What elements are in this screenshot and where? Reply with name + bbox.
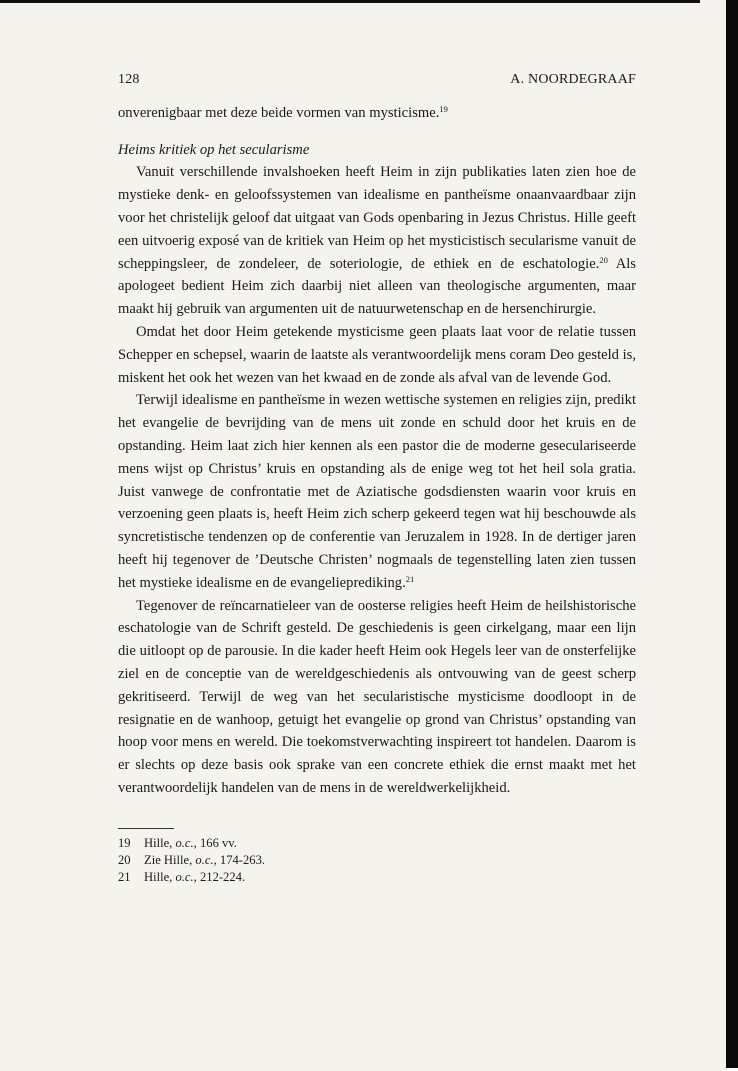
footnote-19: 19 Hille, o.c., 166 vv. [118, 835, 237, 850]
page-number: 128 [118, 72, 140, 87]
section-heading: Heims kritiek op het secularisme [118, 141, 310, 158]
running-title: A. NOORDEGRAAF [510, 72, 636, 87]
opening-line: onverenigbaar met deze beide vormen van mysticisme.$^{19}$ [118, 103, 448, 121]
scan-border-right [726, 0, 738, 1068]
paragraph-4: Tegenover de reïncarnatieleer van de oosterse religies heeft Heim de heilshistorische eschatologie van de Schrift gesteld. De geschiedenis is geen cirkelgang, maar een lijn die uitloopt op de parousie. In die kader heeft Heim ook Hegels leer van de onsterfelijke ziel en de conceptie van de wereldgeschiedenis als ontvouwing van de geest scherp gekritiseerd. Terwijl de weg van het secularistische mysticisme doodloopt in de resignatie en de wanhoop, getuigt het evangelie op grond van Christus’ opstanding van hoop voor mens en wereld. Die toekomstverwachting inspireert tot handelen. Daarom is er slechts op deze basis ook sprake van een concrete ethiek die ernst maakt met het verantwoordelijk handelen van de mens in de wereldwerkelijkheid. [118, 597, 636, 796]
footnotes [118, 835, 636, 886]
footnote-21: 21 Hille, o.c., 212-224. [118, 869, 246, 884]
footnote-divider [118, 828, 174, 829]
running-header [118, 69, 636, 92]
footnote-20: 20 Zie Hille, o.c., 174-263. [118, 852, 266, 867]
page-content [118, 69, 636, 886]
footnote-ref-20: 20 [599, 254, 608, 265]
footnote-ref-21: 21 [405, 573, 415, 584]
paragraph-1: Vanuit verschillende invalshoeken heeft Heim in zijn publikaties laten zien hoe de mystieke denk- en geloofssystemen van idealisme en pantheïsme onaanvaardbaar zijn voor het christelijk geloof dat uitgaat van Gods openbaring in Jezus Christus. Hille geeft een uitvoerig exposé van de kritiek van Heim op het mysticistisch secularisme vanuit de scheppingsleer, de zondeleer, de soteriologie, de ethiek en de eschatologie.$^{20}$ Als apologeet bedient Heim zich daarbij niet alleen van theologische argumenten, maar maakt hij gebruik van argumenten uit de natuurwetenschap en de hersenchirurgie. [118, 164, 636, 318]
paragraph-3: Terwijl idealisme en pantheïsme in wezen wettische systemen en religies zijn, predikt het evangelie de bevrijding van de mens uit zonde en schuld door het kruis en de opstanding. Heim laat zich hier kennen als een pastor die de moderne geseculariseerde mens wijst op Christus’ kruis en opstanding als de enige weg tot het heil sola gratia. Juist vanwege de confrontatie met de Aziatische godsdiensten waarin voor kruis en verzoening geen plaats is, heeft Heim zich scherp gekeerd tegen wat hij beschouwde als syncretistische tendenzen op de conferentie van Jeruzalem in 1928. In de dertiger jaren heeft hij tegenover de ’Deutsche Christen’ nogmaals de tegenstelling laten zien tussen het mystieke idealisme en de evangelieprediking.$^{21}$ [118, 392, 636, 591]
paragraph-2: Omdat het door Heim getekende mysticisme geen plaats laat voor de relatie tussen Schepper en schepsel, waarin de laatste als verantwoordelijk mens coram Deo gesteld is, miskent het ook het wezen van het kwaad en de zonde als afval van de levende God. [118, 323, 636, 386]
footnote-ref-19: 19 [439, 103, 448, 114]
